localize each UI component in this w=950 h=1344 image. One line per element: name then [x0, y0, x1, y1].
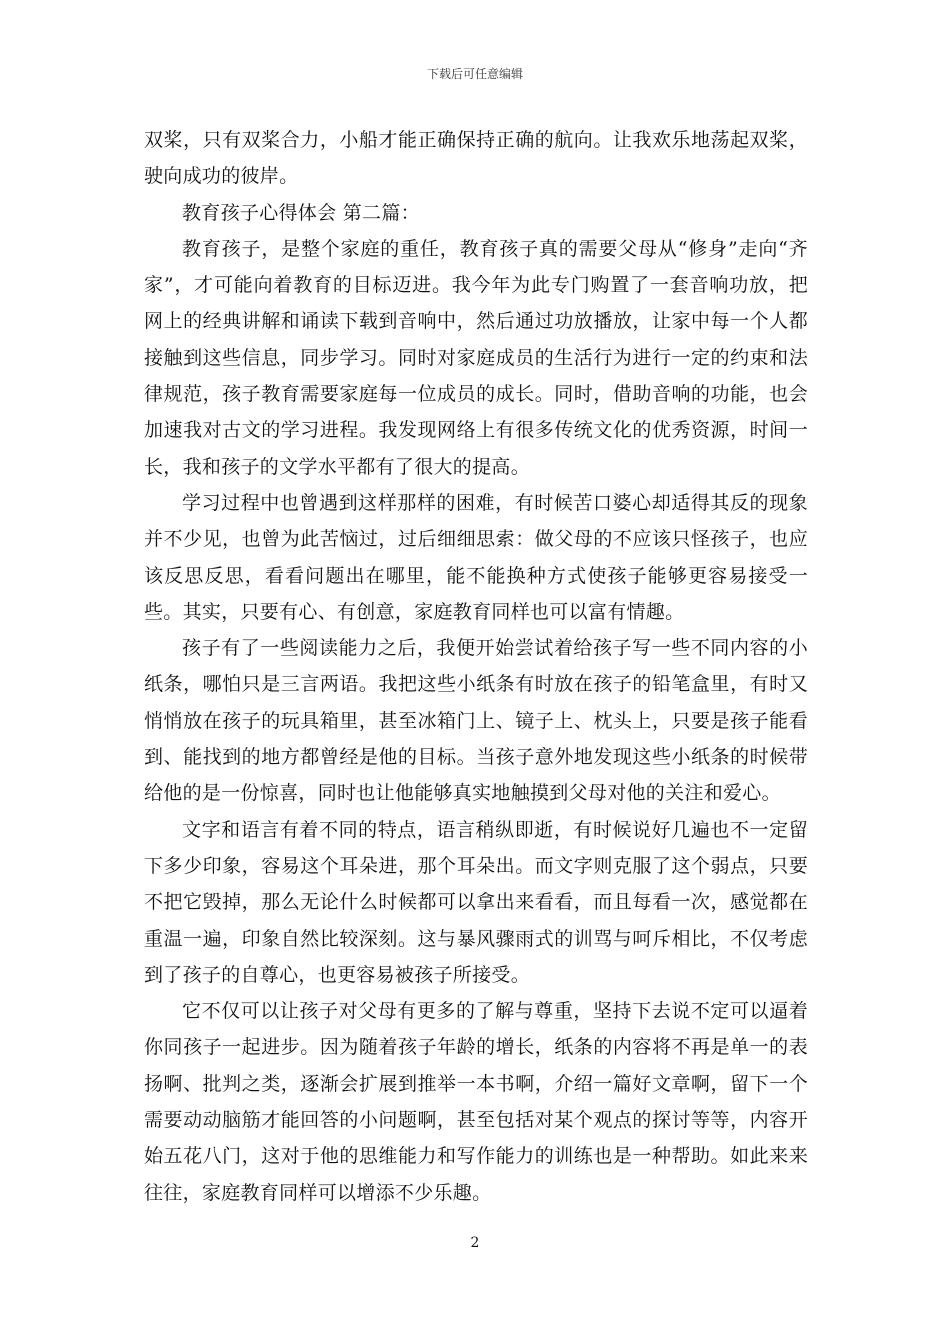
- paragraph: 双桨，只有双桨合力，小船才能正确保持正确的航向。让我欢乐地荡起双桨，驶向成功的彼岸。: [144, 129, 808, 188]
- page-number: 2: [470, 1235, 480, 1251]
- section-heading: 教育孩子心得体会 第二篇：: [182, 201, 420, 224]
- paragraph: 学习过程中也曾遇到这样那样的困难，有时候苦口婆心却适得其反的现象并不少见，也曾为此苦恼过，过后细细思索：做父母的不应该只怪孩子，也应该反思反思，看看问题出在哪里，能不能换种方式使孩子能够更容易接受一些。其实，只要有心、有创意，家庭教育同样也可以富有情趣。: [144, 491, 808, 623]
- paragraph: 孩子有了一些阅读能力之后，我便开始尝试着给孩子写一些不同内容的小纸条，哪怕只是三言两语。我把这些小纸条有时放在孩子的铅笔盒里，有时又悄悄放在孩子的玩具箱里，甚至冰箱门上、镜子上、枕头上，只要是孩子能看到、能找到的地方都曾经是他的目标。当孩子意外地发现这些小纸条的时候带给他的是一份惊喜，同时也让他能够真实地触摸到父母对他的关注和爱心。: [144, 637, 808, 805]
- paragraph: 文字和语言有着不同的特点，语言稍纵即逝，有时候说好几遍也不一定留下多少印象，容易这个耳朵进，那个耳朵出。而文字则克服了这个弱点，只要不把它毁掉，那么无论什么时候都可以拿出来看看，而且每看一次，感觉都在重温一遍，印象自然比较深刻。这与暴风骤雨式的训骂与呵斥相比，不仅考虑到了孩子的自尊心，也更容易被孩子所接受。: [144, 818, 808, 986]
- document-body: [144, 122, 808, 1211]
- paragraph: 它不仅可以让孩子对父母有更多的了解与尊重，坚持下去说不定可以逼着你同孩子一起进步。因为随着孩子年龄的增长，纸条的内容将不再是单一的表扬啊、批判之类，逐渐会扩展到推举一本书啊，介绍一篇好文章啊，留下一个需要动动脑筋才能回答的小问题啊，甚至包括对某个观点的探讨等等，内容开始五花八门，这对于他的思维能力和写作能力的训练也是一种帮助。如此来来往往，家庭教育同样可以增添不少乐趣。: [144, 1000, 808, 1204]
- paragraph: 教育孩子，是整个家庭的重任，教育孩子真的需要父母从“修身”走向“齐家”，才可能向着教育的目标迈进。我今年为此专门购置了一套音响功放，把网上的经典讲解和诵读下载到音响中，然后通过功放播放，让家中每一个人都接触到这些信息，同步学习。同时对家庭成员的生活行为进行一定的约束和法律规范，孩子教育需要家庭每一位成员的成长。同时，借助音响的功能，也会加速我对古文的学习进程。我发现网络上有很多传统文化的优秀资源，时间一长，我和孩子的文学水平都有了很大的提高。: [144, 237, 808, 478]
- page-header: 下载后可任意编辑: [426, 67, 523, 81]
